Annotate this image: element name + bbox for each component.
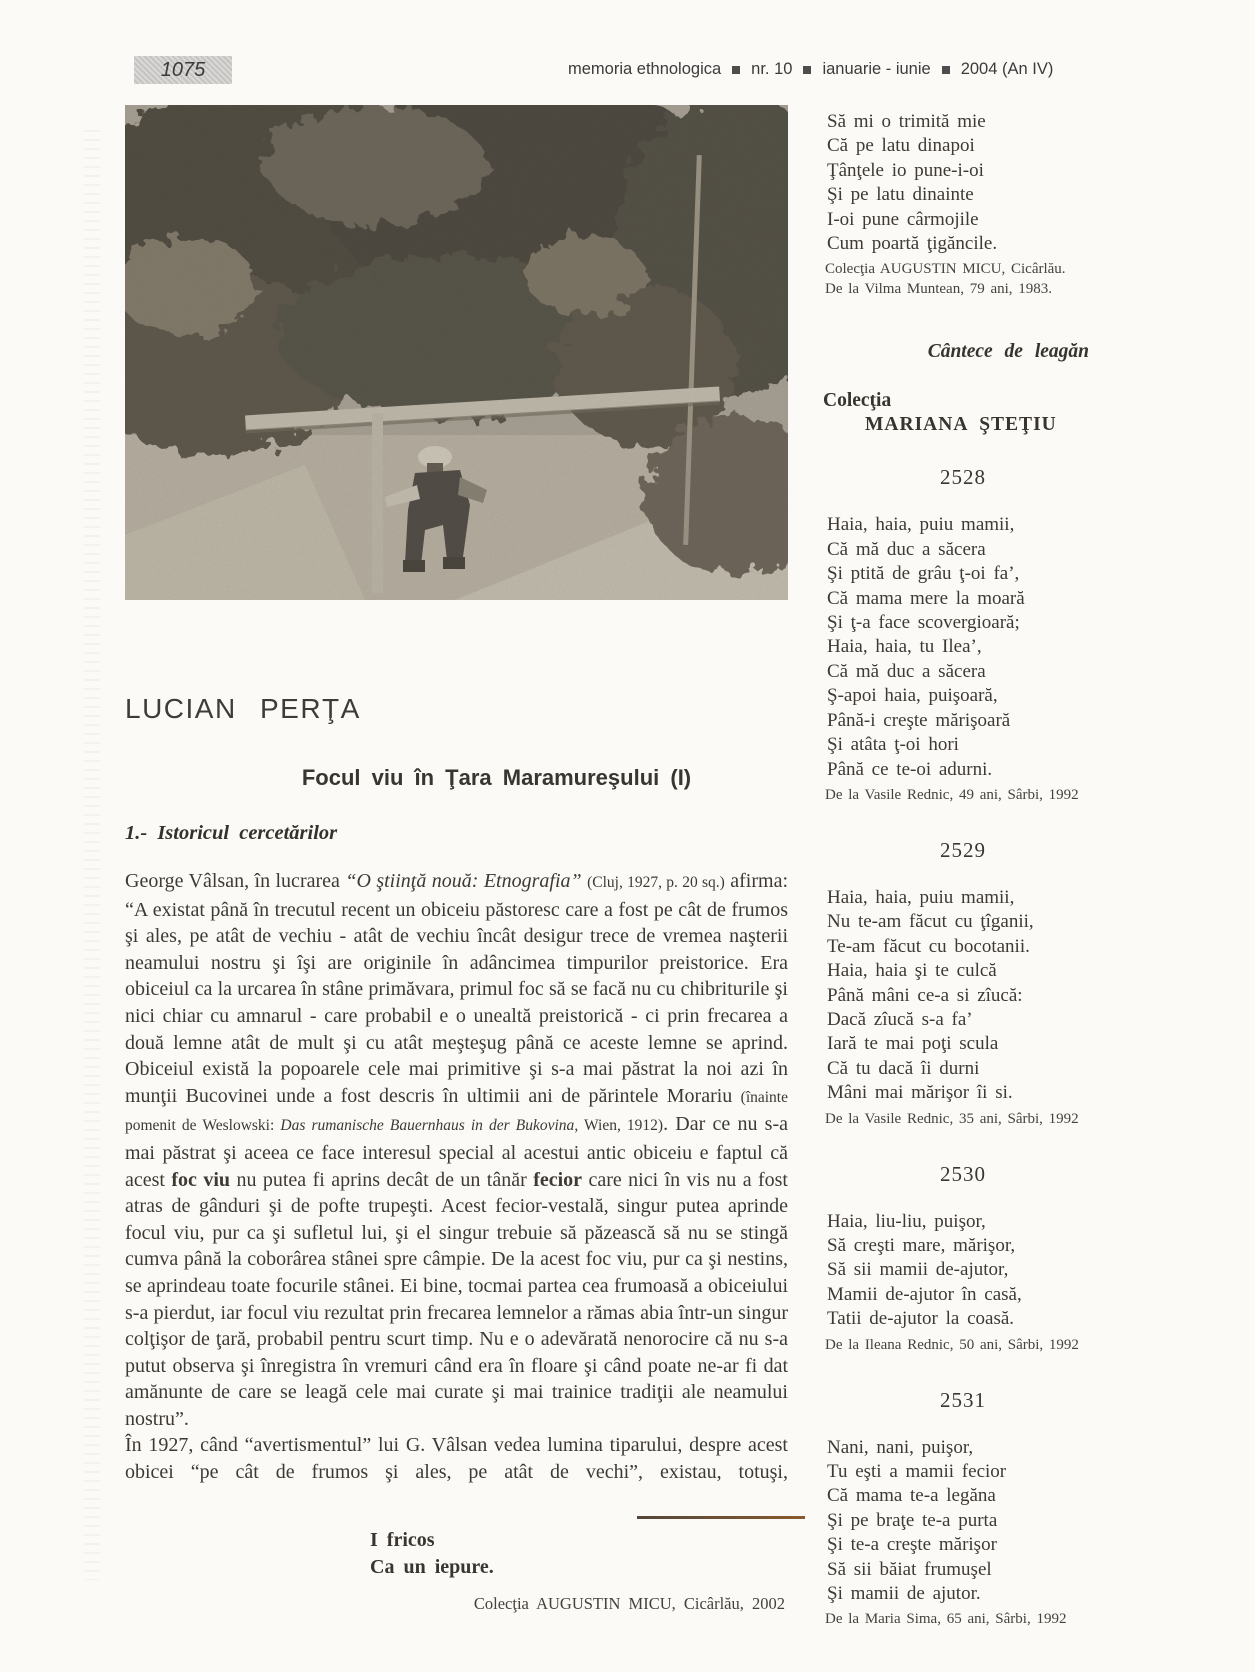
verse-line: Că mă duc a săcera bbox=[827, 538, 986, 560]
verse-line: Că pe latu dinapoi bbox=[827, 135, 975, 157]
verse-line: Haia, haia şi te culcă bbox=[827, 960, 997, 982]
journal-header bbox=[568, 60, 1108, 79]
verse-line: Nu te-am făcut cu ţîganii, bbox=[827, 911, 1034, 933]
lullabies-section-title: Cântece de leagăn bbox=[927, 341, 1089, 363]
photograph bbox=[125, 105, 788, 600]
verse-line: Ca un iepure. bbox=[370, 1555, 494, 1578]
verse-line: Nani, nani, puişor, bbox=[827, 1436, 974, 1458]
verse-line: Mâni mai mărişor îi si. bbox=[827, 1082, 1013, 1104]
poem-2529 bbox=[815, 838, 1111, 1129]
verse-line: Şi ptită de grâu ţ-oi fa’, bbox=[827, 563, 1020, 585]
verse-line: Te-am făcut cu bocotanii. bbox=[827, 935, 1030, 957]
verse-line: Iară te mai poţi scula bbox=[827, 1033, 999, 1055]
verse-line: Şi mamii de ajutor. bbox=[827, 1583, 981, 1605]
verse-line: Haia, haia, puiu mamii, bbox=[827, 886, 1015, 908]
verse-line: Tatii de-ajutor la coasă. bbox=[827, 1308, 1015, 1330]
separator-square-icon bbox=[942, 66, 950, 74]
poem-credit: De la Vasile Rednic, 49 ani, Sârbi, 1992 bbox=[825, 786, 1079, 803]
verse-line: Până ce te-oi adurni. bbox=[827, 758, 993, 780]
verse-line: Tu eşti a mamii fecior bbox=[827, 1461, 1007, 1482]
verse-line: Haia, haia, tu Ilea’, bbox=[827, 636, 982, 658]
separator-square-icon bbox=[732, 66, 740, 74]
poem-2531 bbox=[815, 1388, 1111, 1630]
page-number: 1075 bbox=[160, 58, 206, 81]
poem-credit: De la Maria Sima, 65 ani, Sârbi, 1992 bbox=[825, 1611, 1067, 1628]
verse-line: I-oi pune cârmojile bbox=[827, 208, 979, 230]
carryover-poem-credit bbox=[815, 259, 1111, 299]
issue-number: nr. 10 bbox=[751, 60, 793, 78]
section-heading: 1.- Istoricul cercetărilor bbox=[125, 822, 338, 844]
poem-lines bbox=[815, 513, 1111, 781]
issue-year: 2004 (An IV) bbox=[960, 60, 1054, 78]
page-number-badge bbox=[134, 56, 232, 84]
poem-credit: De la Vasile Rednic, 35 ani, Sârbi, 1992 bbox=[825, 1110, 1079, 1127]
verse-line: Şi atâta ţ-oi hori bbox=[827, 734, 959, 756]
verse-line: Că mă duc a săcera bbox=[827, 660, 986, 682]
poem-credit: De la Ileana Rednic, 50 ani, Sârbi, 1992 bbox=[825, 1336, 1079, 1353]
verse-line: Să creşti mare, mărişor, bbox=[827, 1234, 1016, 1256]
divider-rule bbox=[637, 1516, 805, 1519]
verse-line: Şi ţ-a face scovergioară; bbox=[827, 612, 1020, 634]
poem-2528 bbox=[815, 465, 1111, 804]
closing-verse bbox=[125, 1527, 788, 1581]
verse-line: Ş-apoi haia, puişoară, bbox=[827, 685, 998, 707]
verse-line: Ţânţele io pune-i-oi bbox=[827, 159, 984, 181]
poem-number: 2530 bbox=[940, 1161, 986, 1186]
verse-line: Că mama te-a legăna bbox=[827, 1485, 996, 1507]
separator-square-icon bbox=[803, 66, 811, 74]
verse-line: Haia, haia, puiu mamii, bbox=[827, 514, 1015, 536]
collection-label: Colecţia bbox=[823, 390, 892, 412]
carryover-poem-lines bbox=[815, 110, 1111, 256]
verse-line: Că tu dacă îi durni bbox=[827, 1057, 980, 1079]
verse-line: Dacă zîucă s-a fa’ bbox=[827, 1008, 973, 1030]
verse-line: Până-i creşte mărişoară bbox=[827, 709, 1011, 731]
verse-line: Colecţia AUGUSTIN MICU, Cicârlău. bbox=[825, 261, 1066, 278]
article-paragraph-1: George Vâlsan, în lucrarea “O ştiinţă nouă: Etnografia” (Cluj, 1927, p. 20 sq.) afirma: “A existat până în trecutul recent un obiceiu păstoresc care a fost pe cât de frumos şi ales, pe atât de vechiu - atât de vechiu încât desigur trece de vremea naşterii neamului nostru şi îşi are originile în adâncimea timpurilor preistorice. Era obiceiul ca la urcarea în stâne primăvara, primul foc să se facă nu cu chibriturile şi nici chiar cu amnarul - care probabil e o unealtă preistorică - ci prin frecarea a două lemne atât de mult şi cu atât meşteşug până ce aceste lemne se aprind. Obiceiul există la popoarele cele mai primitive şi s-a mai păstrat la noi azi în munţii Bucovinei unde a fost descris în ultimii ani de părintele Morariu (înainte pomenit de Weslowski: Das rumanische Bauernhaus in der Bukovina, Wien, 1912). Dar ce nu s-a mai păstrat şi aceea ce face interesul special al acestui antic obiceiu e faptul că acest foc viu nu putea fi aprins decât de un tânăr fecior care nici în vis nu a fost atras de gânduri şi de pofte trupeşti. Acest fecior-vestală, singur putea aprinde focul viu, pur ca şi sufletul lui, şi el singur trebuie să păzească să nu se stingă cumva până la coborârea stânei spre câmpie. De la acest foc viu, pur ca şi nestins, se aprindeau toate focurile stânei. Ei bine, tocmai partea cea frumoasă a obiceiului s-a pierdut, iar focul viu rezultat prin frecarea lemnelor a rămas abia într-un singur colţişor de ţară, probabil pentru scurt timp. Nu e o adevărată nenorocire că nu s-a putut observa şi înregistra în vremuri când era în floare şi când poate ne-ar fi dat amănunte de care se leagă cele mai curate şi mai trainice tradiţii ale neamului nostru”. bbox=[125, 870, 789, 1430]
closing-credit: Colecţia AUGUSTIN MICU, Cicârlău, 2002 bbox=[473, 1593, 785, 1613]
verse-line: Să sii băiat frumuşel bbox=[827, 1558, 992, 1580]
poem-2530 bbox=[815, 1162, 1111, 1355]
verse-line: Că mama mere la moară bbox=[827, 587, 1025, 609]
verse-line: De la Vilma Muntean, 79 ani, 1983. bbox=[825, 281, 1053, 298]
verse-line: Să mi o trimită mie bbox=[827, 111, 986, 132]
article-title: Focul viu în Ţara Maramureşului (I) bbox=[301, 765, 692, 790]
article-paragraph-2: În 1927, când “avertismentul” lui G. Vâlsan vedea lumina tiparului, despre acest obicei “pe cât de frumos şi ales, pe atât de vechi”, existau, totuşi, bbox=[125, 1434, 788, 1484]
poem-number: 2531 bbox=[940, 1387, 986, 1412]
journal-title: memoria ethnologica bbox=[568, 60, 722, 78]
verse-line: Mamii de-ajutor în casă, bbox=[827, 1283, 1022, 1305]
verse-line: Şi te-a creşte mărişor bbox=[827, 1534, 997, 1556]
poem-lines bbox=[815, 1436, 1111, 1607]
verse-line: Şi pe braţe te-a purta bbox=[827, 1509, 998, 1531]
verse-line: I fricos bbox=[370, 1528, 435, 1551]
scan-artifacts bbox=[84, 130, 100, 1580]
verse-line: Cum poartă ţigăncile. bbox=[827, 233, 998, 255]
issue-period: ianuarie - iunie bbox=[822, 60, 931, 78]
poems-column bbox=[815, 110, 1111, 1629]
main-column bbox=[125, 105, 788, 1614]
poem-lines bbox=[815, 886, 1111, 1106]
poem-number: 2529 bbox=[940, 837, 986, 862]
poem-number: 2528 bbox=[940, 465, 986, 490]
verse-line: Până mâni ce-a si zîucă: bbox=[827, 984, 1023, 1006]
verse-line: Şi pe latu dinainte bbox=[827, 184, 974, 206]
verse-line: Să sii mamii de-ajutor, bbox=[827, 1259, 1009, 1281]
verse-line: Haia, liu-liu, puişor, bbox=[827, 1210, 986, 1232]
poem-lines bbox=[815, 1210, 1111, 1332]
author-name: LUCIAN PERŢA bbox=[125, 693, 361, 724]
collection-name: MARIANA ŞTEŢIU bbox=[865, 414, 1057, 436]
